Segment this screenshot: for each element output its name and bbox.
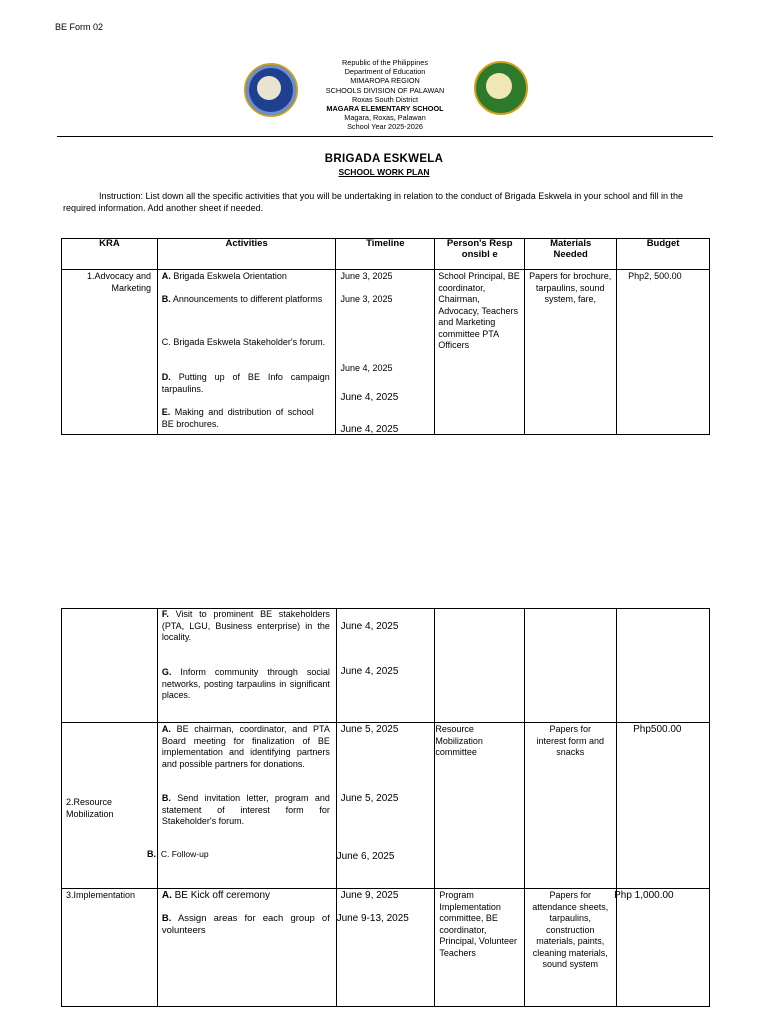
activity-text: Send invitation letter, program and statement of interest form for Stakeholder's forum.: [161, 793, 330, 826]
school-seal-emblem: [486, 73, 512, 99]
instruction-text: Instruction: List down all the specific activities that you will be undertaking in relation to the conduct of Brigada Eskwela in your school and fill in the required information. Add another sheet if needed.: [63, 191, 683, 213]
activity-letter: B.: [161, 294, 171, 304]
timeline-value: June 3, 2025: [340, 271, 393, 281]
activities-cell: [157, 609, 336, 723]
school-name: MAGARA ELEMENTARY SCHOOL: [326, 104, 444, 114]
kra-cell: [62, 270, 158, 435]
column-header-activities: Activities: [157, 239, 336, 270]
materials-needed: Papers for attendance sheets, tarpaulins, construction materials, paints, cleaning materials, sound system: [532, 890, 609, 969]
column-header-kra: KRA: [62, 239, 158, 270]
timeline-value: June 4, 2025: [340, 621, 399, 632]
letterhead-line3: MIMAROPA REGION: [350, 76, 420, 86]
budget-cell: [617, 723, 710, 889]
letterhead-line4: SCHOOLS DIVISION OF PALAWAN: [325, 85, 445, 95]
activity-letter: A.: [161, 271, 171, 281]
letterhead-line1: Republic of the Philippines: [342, 58, 428, 67]
column-header-budget: Budget: [617, 239, 710, 270]
persons-cell: [435, 723, 525, 889]
activity-text: Brigada Eskwela Orientation: [173, 271, 287, 281]
activity-item: [162, 793, 330, 828]
activity-text: Putting up of BE Info campaign tarpaulins.: [161, 372, 330, 394]
activity-letter: A.: [161, 724, 171, 734]
kra-label: 2.Resource Mobilization: [66, 797, 114, 819]
budget-value: Php 1,000.00: [614, 890, 674, 901]
activity-text: Announcements to different platforms: [172, 294, 323, 304]
persons-cell: [435, 270, 525, 435]
work-plan-table-1: [61, 238, 710, 435]
activity-text: Brigada Eskwela Stakeholder's forum.: [173, 337, 326, 347]
timeline-cell: [336, 609, 435, 723]
activities-cell: [157, 889, 336, 1007]
budget-cell: [617, 609, 710, 723]
activity-text: Visit to prominent BE stakeholders (PTA, LGU, Business enterprise) in the locality.: [161, 609, 330, 642]
activity-text: BE chairman, coordinator, and PTA Board meeting for finalization of BE implementation and identifying partners and possible partners for donations.: [161, 724, 330, 769]
activity-item: [162, 609, 330, 644]
activity-item: [162, 724, 330, 770]
timeline-value: June 4, 2025: [340, 424, 399, 435]
budget-value: Php500.00: [633, 724, 682, 735]
school-seal-logo: [474, 61, 528, 115]
page-subtitle: SCHOOL WORK PLAN: [338, 167, 430, 177]
activity-letter: B.: [161, 793, 171, 803]
materials-cell: [525, 723, 617, 889]
activities-cell: [157, 723, 336, 889]
timeline-value: June 5, 2025: [340, 793, 399, 804]
activity-item: [162, 294, 330, 306]
timeline-value: June 4, 2025: [340, 363, 393, 373]
activity-item: [162, 271, 330, 283]
activity-item: [162, 372, 330, 395]
activity-item: [162, 407, 314, 430]
letterhead-line2: Department of Education: [344, 67, 426, 77]
activity-letter: C.: [161, 337, 171, 347]
materials-cell: [525, 609, 617, 723]
activity-item: [162, 337, 330, 349]
timeline-cell: [336, 270, 435, 435]
column-header-persons: [435, 239, 525, 270]
timeline-value: June 4, 2025: [340, 666, 399, 677]
column-header-materials-text: Materials Needed: [550, 238, 592, 260]
activity-text: BE Kick off ceremony: [174, 890, 271, 901]
activity-item: [162, 913, 330, 936]
timeline-value: June 4, 2025: [340, 392, 399, 403]
persons-responsible: School Principal, BE coordinator, Chairman, Advocacy, Teachers and Marketing committee PTA Officers: [438, 271, 520, 350]
page-title: BRIGADA ESKWELA: [324, 153, 444, 165]
activity-text: Inform community through social networks, posting tarpaulins in significant places.: [161, 667, 330, 700]
activity-letter: G.: [161, 667, 172, 677]
school-year: School Year 2025-2026: [347, 122, 423, 132]
header-divider: [57, 136, 713, 137]
column-header-materials: [525, 239, 617, 270]
budget-cell: [617, 270, 710, 435]
materials-needed: Papers for brochure, tarpaulins, sound system, fare,: [529, 271, 612, 304]
school-address: Magara, Roxas, Palawan: [344, 113, 426, 123]
timeline-value: June 9, 2025: [340, 890, 399, 901]
kra-cell-continued: [62, 609, 158, 723]
materials-cell: [525, 270, 617, 435]
activity-letter: F.: [161, 609, 169, 619]
activity-letter-stray: B.: [147, 849, 156, 859]
timeline-value: June 6, 2025: [336, 851, 395, 862]
activity-letter: B.: [161, 913, 172, 924]
timeline-value: June 5, 2025: [340, 724, 399, 735]
activity-text: Assign areas for each group of volunteers: [161, 913, 330, 936]
activity-letter: A.: [161, 890, 172, 901]
deped-seal-emblem: [257, 76, 281, 100]
timeline-value: June 9-13, 2025: [336, 913, 409, 924]
persons-cell: [435, 609, 525, 723]
activity-item: [162, 667, 330, 702]
column-header-timeline: Timeline: [336, 239, 435, 270]
activity-item: [162, 890, 330, 902]
activities-cell: [157, 270, 336, 435]
activity-item: C. Follow-up: [160, 849, 209, 859]
budget-value: Php2, 500.00: [628, 271, 682, 281]
persons-responsible: Resource Mobilization committee: [435, 724, 483, 757]
kra-cell: [62, 723, 158, 889]
persons-cell: [435, 889, 525, 1007]
letterhead: [290, 58, 480, 132]
timeline-value: June 3, 2025: [340, 294, 393, 304]
persons-responsible: Program Implementation committee, BE coordinator, Principal, Volunteer Teachers: [439, 890, 517, 958]
activity-text: Making and distribution of school BE brochures.: [161, 407, 314, 429]
timeline-cell: [336, 723, 435, 889]
kra-cell: [62, 889, 158, 1007]
letterhead-line5: Roxas South District: [351, 94, 419, 104]
kra-label: 3.Implementation: [66, 890, 136, 900]
work-plan-table-2: [61, 608, 710, 1007]
kra-label: 1.Advocacy and Marketing: [86, 271, 151, 293]
timeline-cell: [336, 889, 435, 1007]
budget-cell: [614, 889, 710, 1007]
activity-letter: D.: [161, 372, 171, 382]
activity-letter: E.: [161, 407, 171, 417]
materials-needed: Papers for interest form and snacks: [536, 724, 605, 757]
column-header-persons-text: Person's Responsibl e: [446, 238, 513, 260]
form-number: BE Form 02: [55, 22, 104, 32]
materials-cell: [525, 889, 617, 1007]
